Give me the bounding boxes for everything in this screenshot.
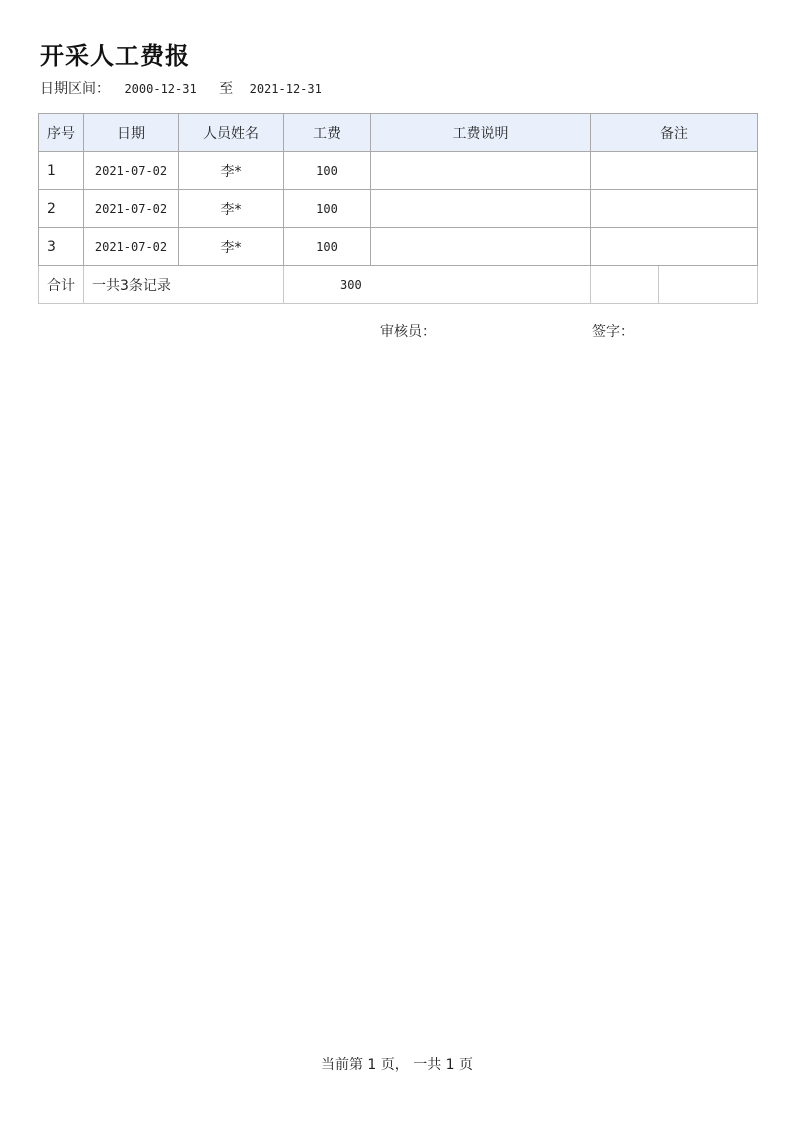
cell-date: 2021-07-02 bbox=[84, 190, 179, 228]
total-count: 一共3条记录 bbox=[84, 266, 284, 304]
header-index: 序号 bbox=[39, 114, 84, 152]
table-row bbox=[39, 228, 758, 266]
cell-fee-note bbox=[371, 228, 591, 266]
cell-fee-note bbox=[371, 152, 591, 190]
date-range bbox=[40, 78, 322, 98]
cell-fee: 100 bbox=[284, 190, 371, 228]
table-row bbox=[39, 152, 758, 190]
cell-remark bbox=[591, 152, 758, 190]
total-blank-2 bbox=[659, 266, 758, 304]
header-fee: 工费 bbox=[284, 114, 371, 152]
signature-label: 签字： bbox=[592, 324, 634, 340]
cell-date: 2021-07-02 bbox=[84, 152, 179, 190]
cell-fee: 100 bbox=[284, 152, 371, 190]
reviewer-label: 审核员： bbox=[380, 324, 436, 340]
table-header-row bbox=[39, 114, 758, 152]
cell-index: 1 bbox=[39, 152, 84, 190]
date-range-label: 日期区间： bbox=[40, 81, 110, 97]
cell-fee-note bbox=[371, 190, 591, 228]
cell-name: 李* bbox=[179, 190, 284, 228]
cell-remark bbox=[591, 228, 758, 266]
date-to: 2021-12-31 bbox=[249, 82, 322, 96]
header-name: 人员姓名 bbox=[179, 114, 284, 152]
cell-name: 李* bbox=[179, 228, 284, 266]
header-date: 日期 bbox=[84, 114, 179, 152]
cell-fee: 100 bbox=[284, 228, 371, 266]
total-blank-1 bbox=[591, 266, 659, 304]
header-fee-note: 工费说明 bbox=[371, 114, 591, 152]
date-from: 2000-12-31 bbox=[124, 82, 197, 96]
cell-index: 3 bbox=[39, 228, 84, 266]
cell-name: 李* bbox=[179, 152, 284, 190]
cell-remark bbox=[591, 190, 758, 228]
header-remark: 备注 bbox=[591, 114, 758, 152]
cell-date: 2021-07-02 bbox=[84, 228, 179, 266]
page-title: 开采人工费报 bbox=[40, 41, 190, 70]
page-footer-pagination: 当前第 1 页， 一共 1 页 bbox=[320, 1057, 474, 1073]
fee-table bbox=[38, 113, 758, 304]
cell-index: 2 bbox=[39, 190, 84, 228]
total-amount: 300 bbox=[284, 266, 591, 304]
total-label: 合计 bbox=[39, 266, 84, 304]
table-row bbox=[39, 190, 758, 228]
date-to-label: 至 bbox=[219, 81, 234, 97]
total-row bbox=[39, 266, 758, 304]
